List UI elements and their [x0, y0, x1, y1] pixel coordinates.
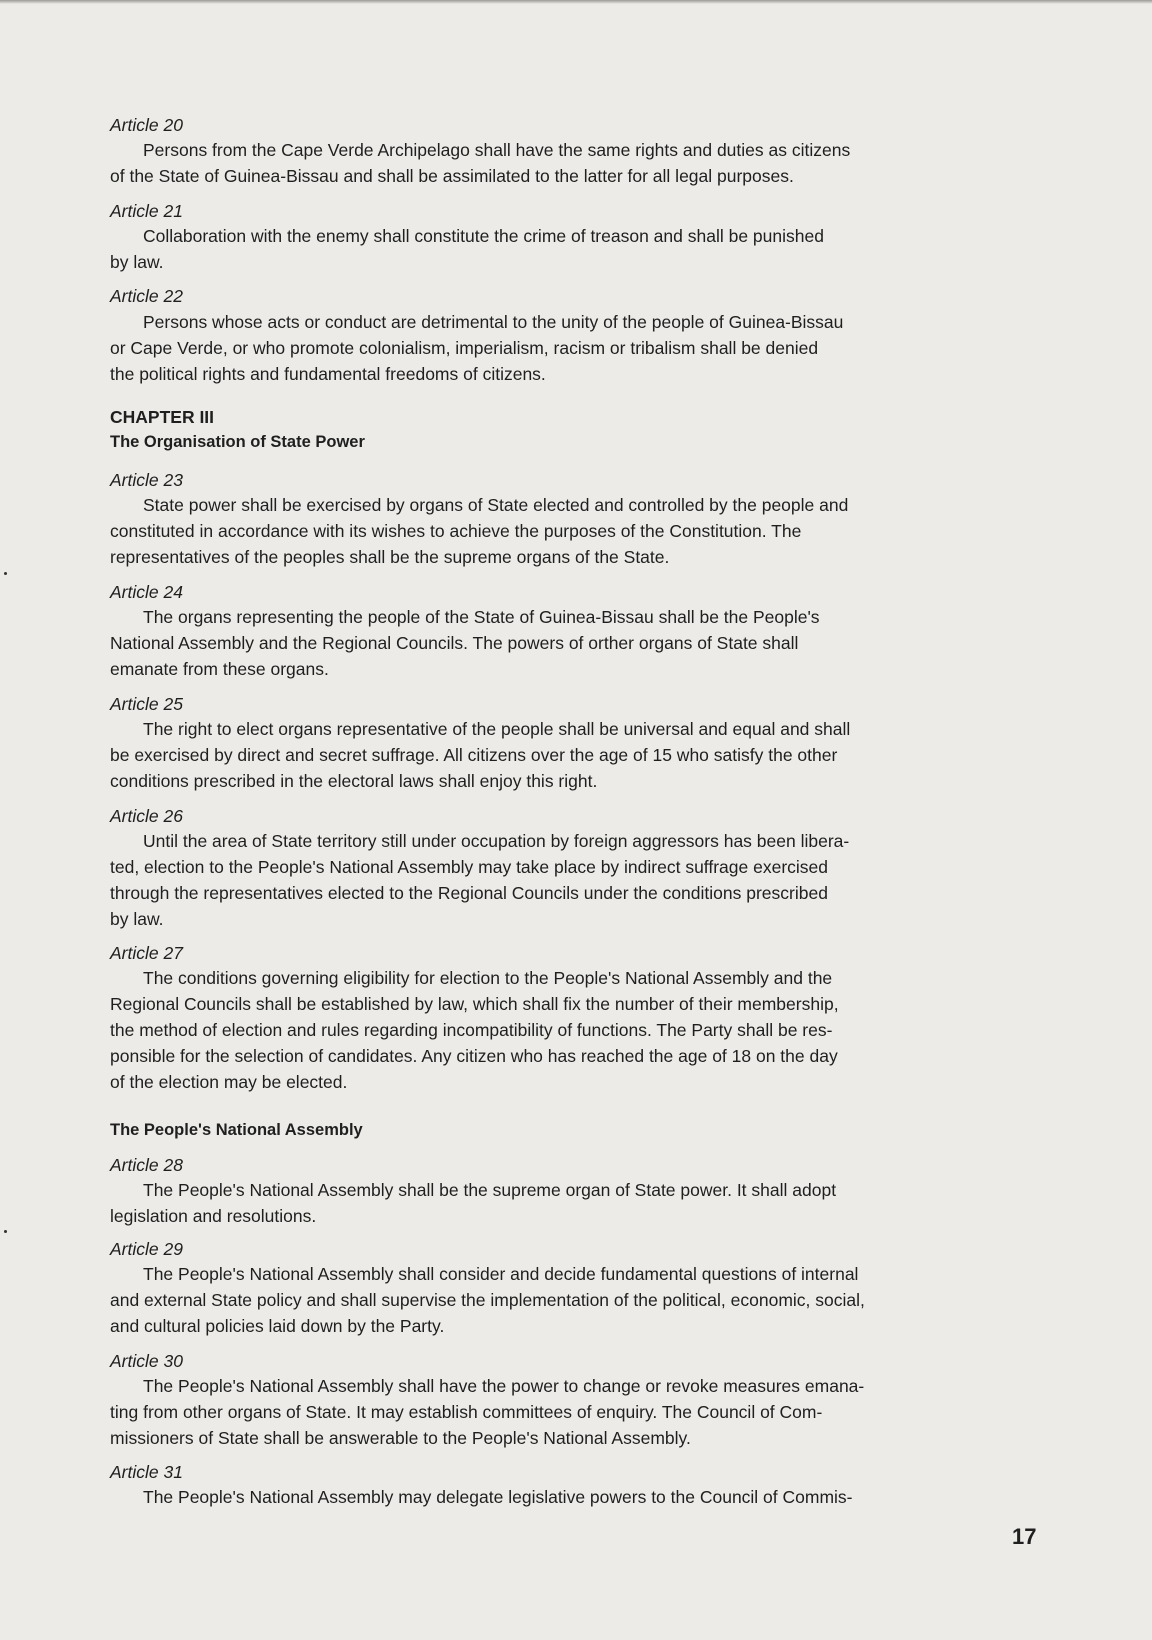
body-text-line: representatives of the peoples shall be the supreme organs of the State.	[110, 547, 670, 567]
body-text-line: be exercised by direct and secret suffrage. All citizens over the age of 15 who satisfy the other	[110, 745, 838, 765]
scan-speck	[4, 1230, 7, 1233]
body-text-line: emanate from these organs.	[110, 659, 329, 679]
article-heading: Article 31	[110, 1462, 183, 1482]
body-text-line: ted, election to the People's National Assembly may take place by indirect suffrage exercised	[110, 857, 828, 877]
body-text-line: ting from other organs of State. It may establish committees of enquiry. The Council of Com-	[110, 1402, 823, 1422]
body-text-line: the political rights and fundamental freedoms of citizens.	[110, 364, 546, 384]
paragraph-first-line: Persons whose acts or conduct are detrimental to the unity of the people of Guinea-Bissau	[143, 312, 844, 332]
paragraph-first-line: The People's National Assembly may delegate legislative powers to the Council of Commis-	[143, 1487, 853, 1507]
paragraph-first-line: Persons from the Cape Verde Archipelago shall have the same rights and duties as citizens	[143, 140, 851, 160]
article-heading: Article 30	[110, 1351, 183, 1371]
paragraph-first-line: The People's National Assembly shall be the supreme organ of State power. It shall adopt	[143, 1180, 837, 1200]
body-text-line: or Cape Verde, or who promote colonialism, imperialism, racism or tribalism shall be denied	[110, 338, 819, 358]
section-heading: The Organisation of State Power	[110, 433, 365, 451]
article-heading: Article 29	[110, 1239, 183, 1259]
body-text-line: National Assembly and the Regional Councils. The powers of orther organs of State shall	[110, 633, 799, 653]
article-heading: Article 21	[110, 201, 183, 221]
article-heading: Article 28	[110, 1155, 183, 1175]
paragraph-first-line: Collaboration with the enemy shall constitute the crime of treason and shall be punished	[143, 226, 824, 246]
body-text-line: ponsible for the selection of candidates. Any citizen who has reached the age of 18 on the day	[110, 1046, 838, 1066]
article-heading: Article 24	[110, 582, 183, 602]
page-edge-shadow	[0, 0, 1152, 4]
page-number: 17	[1012, 1524, 1037, 1549]
scan-speck	[4, 572, 7, 575]
article-heading: Article 26	[110, 806, 183, 826]
body-text-line: by law.	[110, 252, 164, 272]
article-heading: Article 23	[110, 470, 183, 490]
paragraph-first-line: Until the area of State territory still under occupation by foreign aggressors has been libera-	[143, 831, 850, 851]
paragraph-first-line: The conditions governing eligibility for election to the People's National Assembly and the	[143, 968, 833, 988]
body-text-line: missioners of State shall be answerable to the People's National Assembly.	[110, 1428, 691, 1448]
section-heading: The People's National Assembly	[110, 1121, 363, 1139]
paragraph-first-line: The People's National Assembly shall have the power to change or revoke measures emana-	[143, 1376, 865, 1396]
body-text-line: by law.	[110, 909, 164, 929]
body-text-line: through the representatives elected to the Regional Councils under the conditions prescribed	[110, 883, 828, 903]
article-heading: Article 25	[110, 694, 183, 714]
body-text-line: legislation and resolutions.	[110, 1206, 317, 1226]
body-text-line: conditions prescribed in the electoral laws shall enjoy this right.	[110, 771, 598, 791]
body-text-line: the method of election and rules regarding incompatibility of functions. The Party shall be res-	[110, 1020, 833, 1040]
body-text-line: of the State of Guinea-Bissau and shall be assimilated to the latter for all legal purposes.	[110, 166, 794, 186]
paragraph-first-line: The right to elect organs representative of the people shall be universal and equal and shall	[143, 719, 851, 739]
article-heading: Article 20	[110, 115, 183, 135]
body-text-line: and external State policy and shall supervise the implementation of the political, economic, social,	[110, 1290, 865, 1310]
paragraph-first-line: State power shall be exercised by organs of State elected and controlled by the people and	[143, 495, 849, 515]
body-text-line: Regional Councils shall be established by law, which shall fix the number of their membership,	[110, 994, 839, 1014]
body-text-line: and cultural policies laid down by the Party.	[110, 1316, 445, 1336]
body-text-line: of the election may be elected.	[110, 1072, 348, 1092]
article-heading: Article 22	[110, 286, 183, 306]
paragraph-first-line: The People's National Assembly shall consider and decide fundamental questions of internal	[143, 1264, 859, 1284]
body-text-line: constituted in accordance with its wishes to achieve the purposes of the Constitution. The	[110, 521, 802, 541]
article-heading: Article 27	[110, 943, 183, 963]
paragraph-first-line: The organs representing the people of the State of Guinea-Bissau shall be the People's	[143, 607, 820, 627]
chapter-heading: CHAPTER III	[110, 407, 215, 427]
